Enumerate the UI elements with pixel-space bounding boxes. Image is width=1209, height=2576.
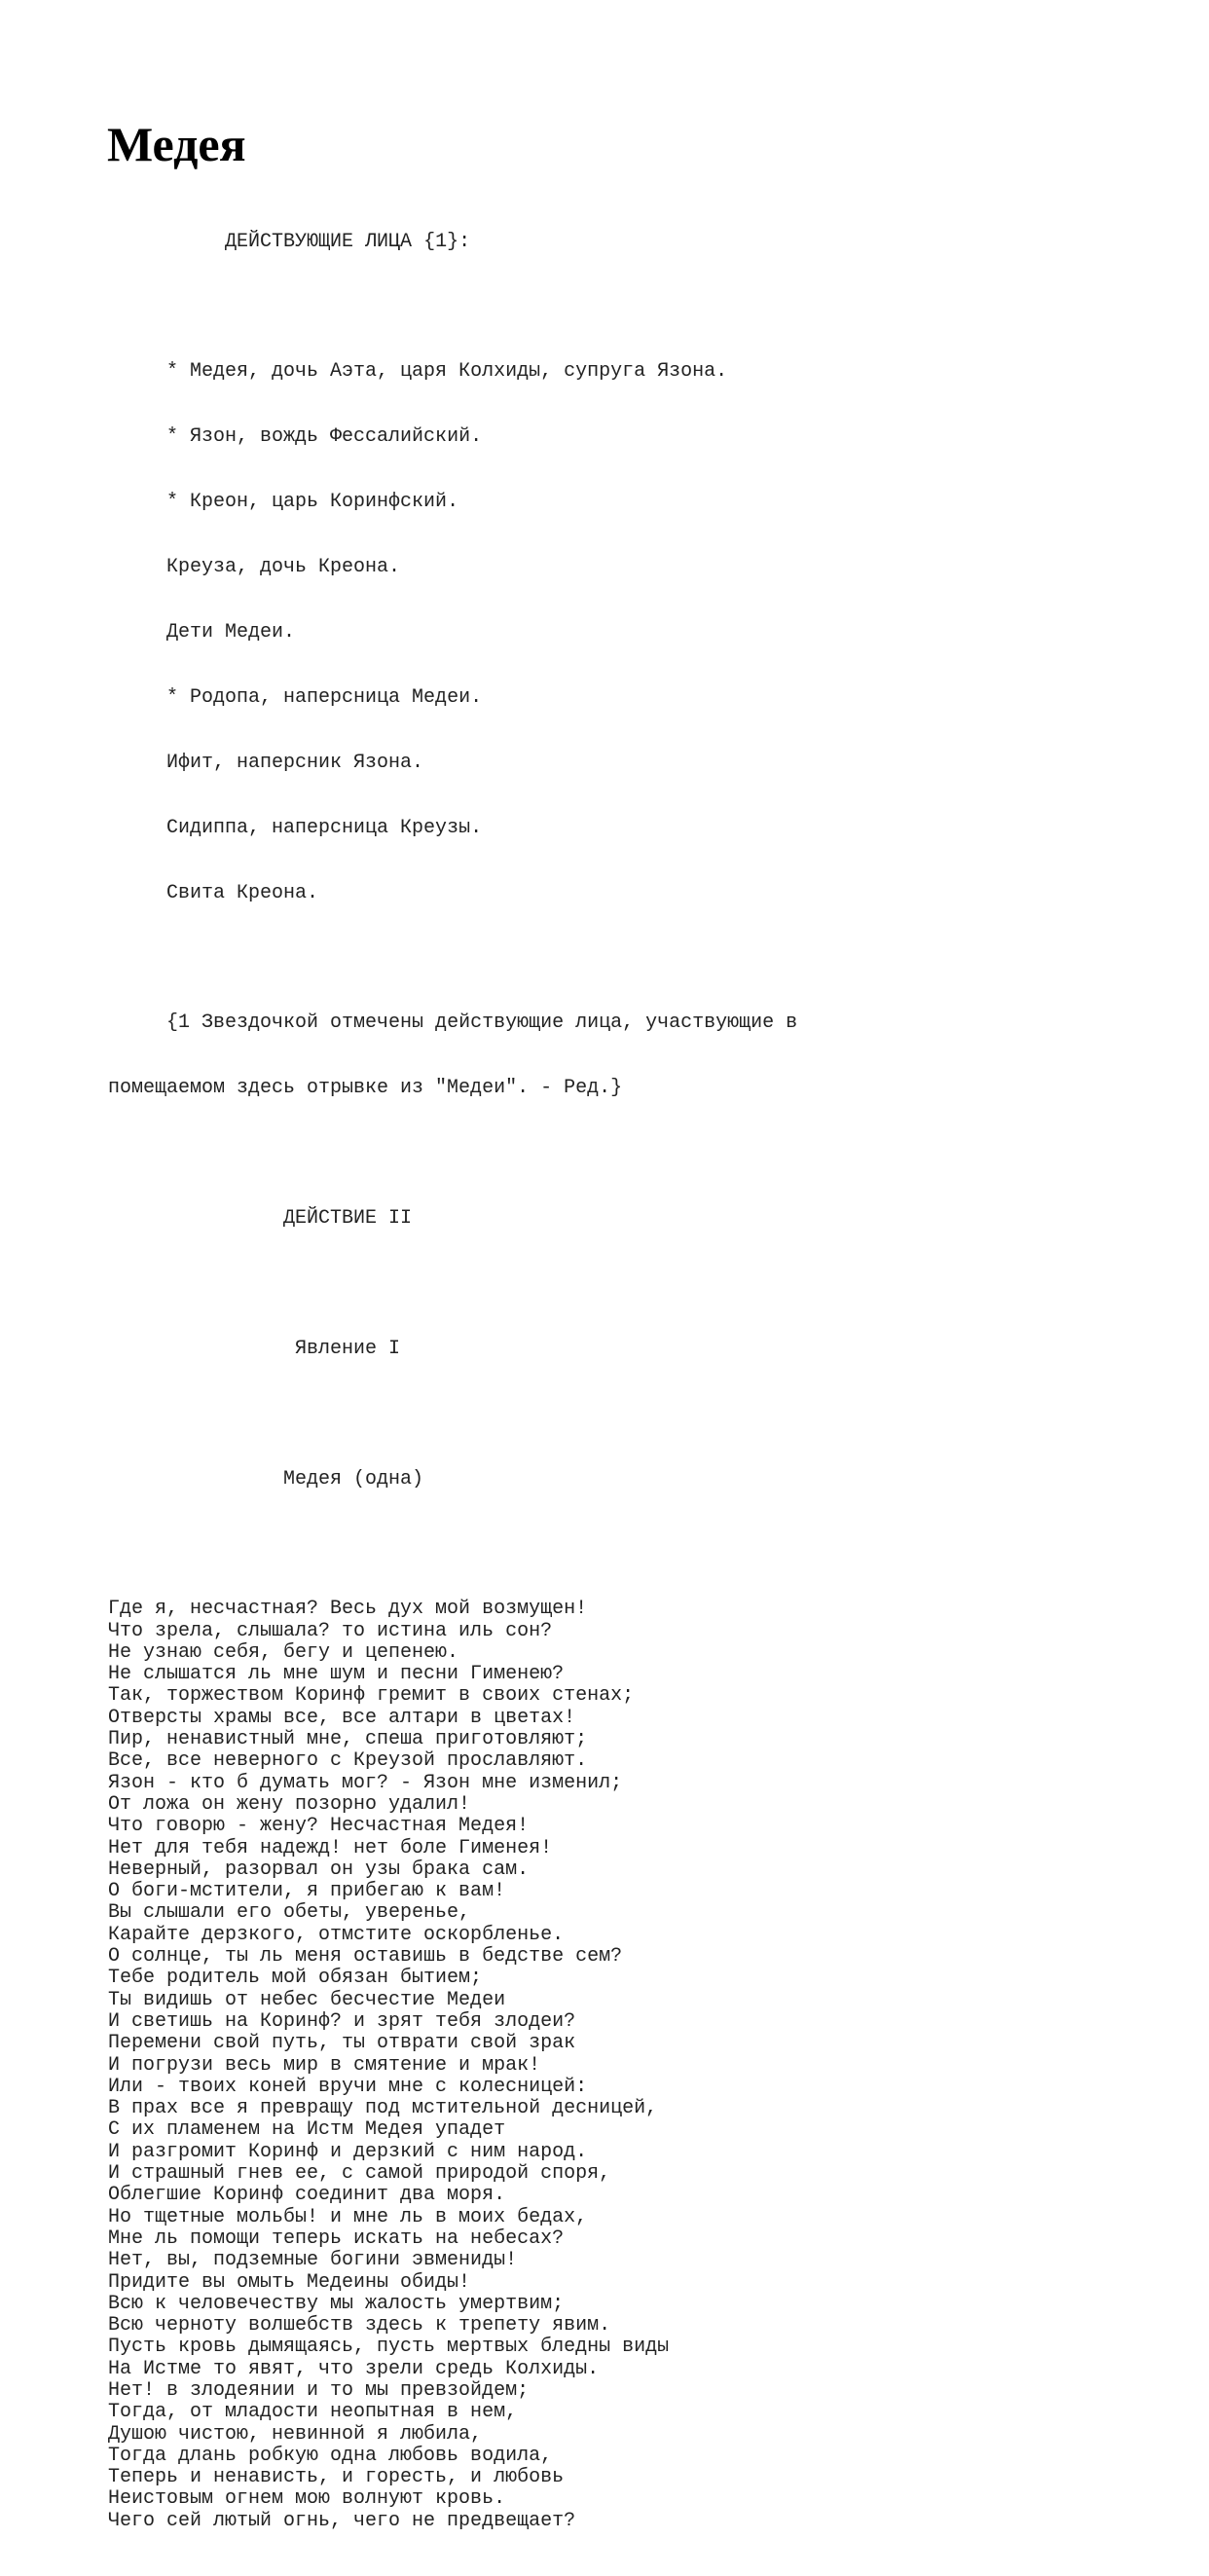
verse-line: Тебе родитель мой обязан бытием; bbox=[108, 1967, 483, 1990]
verse-line: Ты видишь от небес бесчестие Медеи bbox=[108, 1988, 506, 2011]
cast-heading bbox=[108, 232, 1159, 253]
blank-line bbox=[108, 947, 1159, 969]
cast-item-text: Дети Медеи. bbox=[166, 620, 296, 644]
verse-line: Не узнаю себя, бегу и цепенею. bbox=[108, 1640, 459, 1664]
cast-item bbox=[108, 557, 1159, 578]
cast-item-text: Креуза, дочь Креона. bbox=[166, 556, 401, 579]
speaker-heading bbox=[108, 1469, 1159, 1490]
verse-line: Пир, ненавистный мне, спеша приготовляют; bbox=[108, 1728, 588, 1751]
verse-line: Придите вы омыть Медеины обиды! bbox=[108, 2270, 471, 2294]
cast-item bbox=[108, 687, 1159, 709]
play-text bbox=[108, 188, 1159, 2576]
verse-line: Нет! в злодеянии и то мы превзойдем; bbox=[108, 2378, 530, 2402]
footnote-line bbox=[108, 1012, 1159, 1034]
cast-item-text: * Медея, дочь Аэта, царя Колхиды, супруга Язона. bbox=[166, 360, 728, 384]
blank-line bbox=[108, 296, 1159, 317]
cast-item bbox=[108, 818, 1159, 839]
verse-line: Карайте дерзкого, отмстите оскорбленье. bbox=[108, 1923, 565, 1946]
act-heading-text: ДЕЙСТВИЕ II bbox=[283, 1206, 413, 1230]
cast-item bbox=[108, 622, 1159, 644]
cast-item-text: Сидиппа, наперсница Креузы. bbox=[166, 816, 483, 839]
verse-line: Облегшие Коринф соединит два моря. bbox=[108, 2184, 506, 2207]
verse-line: Что зрела, слышала? то истина иль сон? bbox=[108, 1619, 553, 1642]
footnote-text: помещаемом здесь отрывке из "Медеи". - Ред.} bbox=[108, 1077, 623, 1100]
verse-line: С их пламенем на Истм Медея упадет bbox=[108, 2118, 506, 2142]
cast-heading-text: ДЕЙСТВУЮЩИЕ ЛИЦА {1}: bbox=[225, 230, 471, 253]
cast-item bbox=[108, 883, 1159, 904]
verse-block bbox=[108, 1599, 1159, 2532]
page-title: Медея bbox=[107, 117, 246, 171]
cast-item bbox=[108, 492, 1159, 513]
verse-line: Нет, вы, подземные богини эвмениды! bbox=[108, 2249, 518, 2272]
verse-line: Что говорю - жену? Несчастная Медея! bbox=[108, 1815, 530, 1838]
verse-line: В прах все я превращу под мстительной десницей, bbox=[108, 2097, 658, 2120]
verse-line: Пусть кровь дымящаясь, пусть мертвых бледны виды bbox=[108, 2336, 670, 2359]
verse-line: Тогда длань робкую одна любовь водила, bbox=[108, 2444, 553, 2467]
act-heading bbox=[108, 1208, 1159, 1230]
cast-item bbox=[108, 426, 1159, 448]
blank-line bbox=[108, 1143, 1159, 1164]
verse-line: Чего сей лютый огнь, чего не предвещает? bbox=[108, 2509, 576, 2532]
blank-line bbox=[108, 1404, 1159, 1425]
verse-line: Где я, несчастная? Весь дух мой возмущен! bbox=[108, 1598, 588, 1621]
verse-line: Неистовым огнем мою волнуют кровь. bbox=[108, 2487, 506, 2511]
verse-line: Тогда, от младости неопытная в нем, bbox=[108, 2401, 518, 2424]
cast-item-text: Ифит, наперсник Язона. bbox=[166, 751, 424, 774]
blank-line bbox=[108, 1533, 1159, 1555]
verse-line: На Истме то явят, что зрели средь Колхиды. bbox=[108, 2357, 600, 2380]
verse-line: Так, торжеством Коринф гремит в своих стенах; bbox=[108, 1684, 635, 1708]
verse-line: Перемени свой путь, ты отврати свой зрак bbox=[108, 2032, 576, 2055]
verse-line: О боги-мстители, я прибегаю к вам! bbox=[108, 1880, 506, 1903]
scene-heading bbox=[108, 1339, 1159, 1360]
speaker-heading-text: Медея (одна) bbox=[283, 1467, 424, 1490]
verse-line: И погрузи весь мир в смятение и мрак! bbox=[108, 2053, 541, 2077]
verse-line: Всю к человечеству мы жалость умертвим; bbox=[108, 2292, 565, 2315]
verse-line: О солнце, ты ль меня оставишь в бедстве сем? bbox=[108, 1945, 623, 1969]
verse-line: Душою чистою, невинной я любила, bbox=[108, 2422, 483, 2446]
footnote-text: {1 Звездочкой отмечены действующие лица, участвующие в bbox=[166, 1012, 798, 1035]
verse-line: Или - твоих коней вручи мне с колесницей: bbox=[108, 2075, 588, 2098]
verse-line: Но тщетные мольбы! и мне ль в моих бедах, bbox=[108, 2205, 588, 2228]
cast-item-text: Свита Креона. bbox=[166, 881, 319, 904]
scene-heading-text: Явление I bbox=[295, 1337, 401, 1360]
verse-line: И страшный гнев ее, с самой природой споря, bbox=[108, 2162, 611, 2186]
cast-item-text: * Креон, царь Коринфский. bbox=[166, 491, 459, 514]
verse-line: Отверсты храмы все, все алтари в цветах! bbox=[108, 1706, 576, 1729]
verse-line: И светишь на Коринф? и зрят тебя злодеи? bbox=[108, 2009, 576, 2033]
verse-line: Вы слышали его обеты, уверенье, bbox=[108, 1901, 471, 1925]
cast-item bbox=[108, 753, 1159, 774]
verse-line: Нет для тебя надежд! нет боле Гименея! bbox=[108, 1836, 553, 1859]
footnote-line bbox=[108, 1078, 1159, 1099]
verse-line: Все, все неверного с Креузой прославляют. bbox=[108, 1749, 588, 1773]
blank-line bbox=[108, 1273, 1159, 1295]
verse-line: Теперь и ненависть, и горесть, и любовь bbox=[108, 2466, 565, 2489]
verse-line: Неверный, разорвал он узы брака сам. bbox=[108, 1858, 530, 1881]
cast-item-text: * Родопа, наперсница Медеи. bbox=[166, 685, 483, 709]
verse-line: Язон - кто б думать мог? - Язон мне изменил; bbox=[108, 1771, 623, 1794]
verse-line: Не слышатся ль мне шум и песни Гименею? bbox=[108, 1663, 565, 1686]
verse-line: Всю черноту волшебств здесь к трепету явим. bbox=[108, 2314, 611, 2337]
verse-line: И разгромит Коринф и дерзкий с ним народ. bbox=[108, 2140, 588, 2163]
verse-line: Мне ль помощи теперь искать на небесах? bbox=[108, 2226, 565, 2250]
cast-item-text: * Язон, вождь Фессалийский. bbox=[166, 425, 483, 449]
verse-line: От ложа он жену позорно удалил! bbox=[108, 1792, 471, 1816]
cast-item bbox=[108, 361, 1159, 383]
